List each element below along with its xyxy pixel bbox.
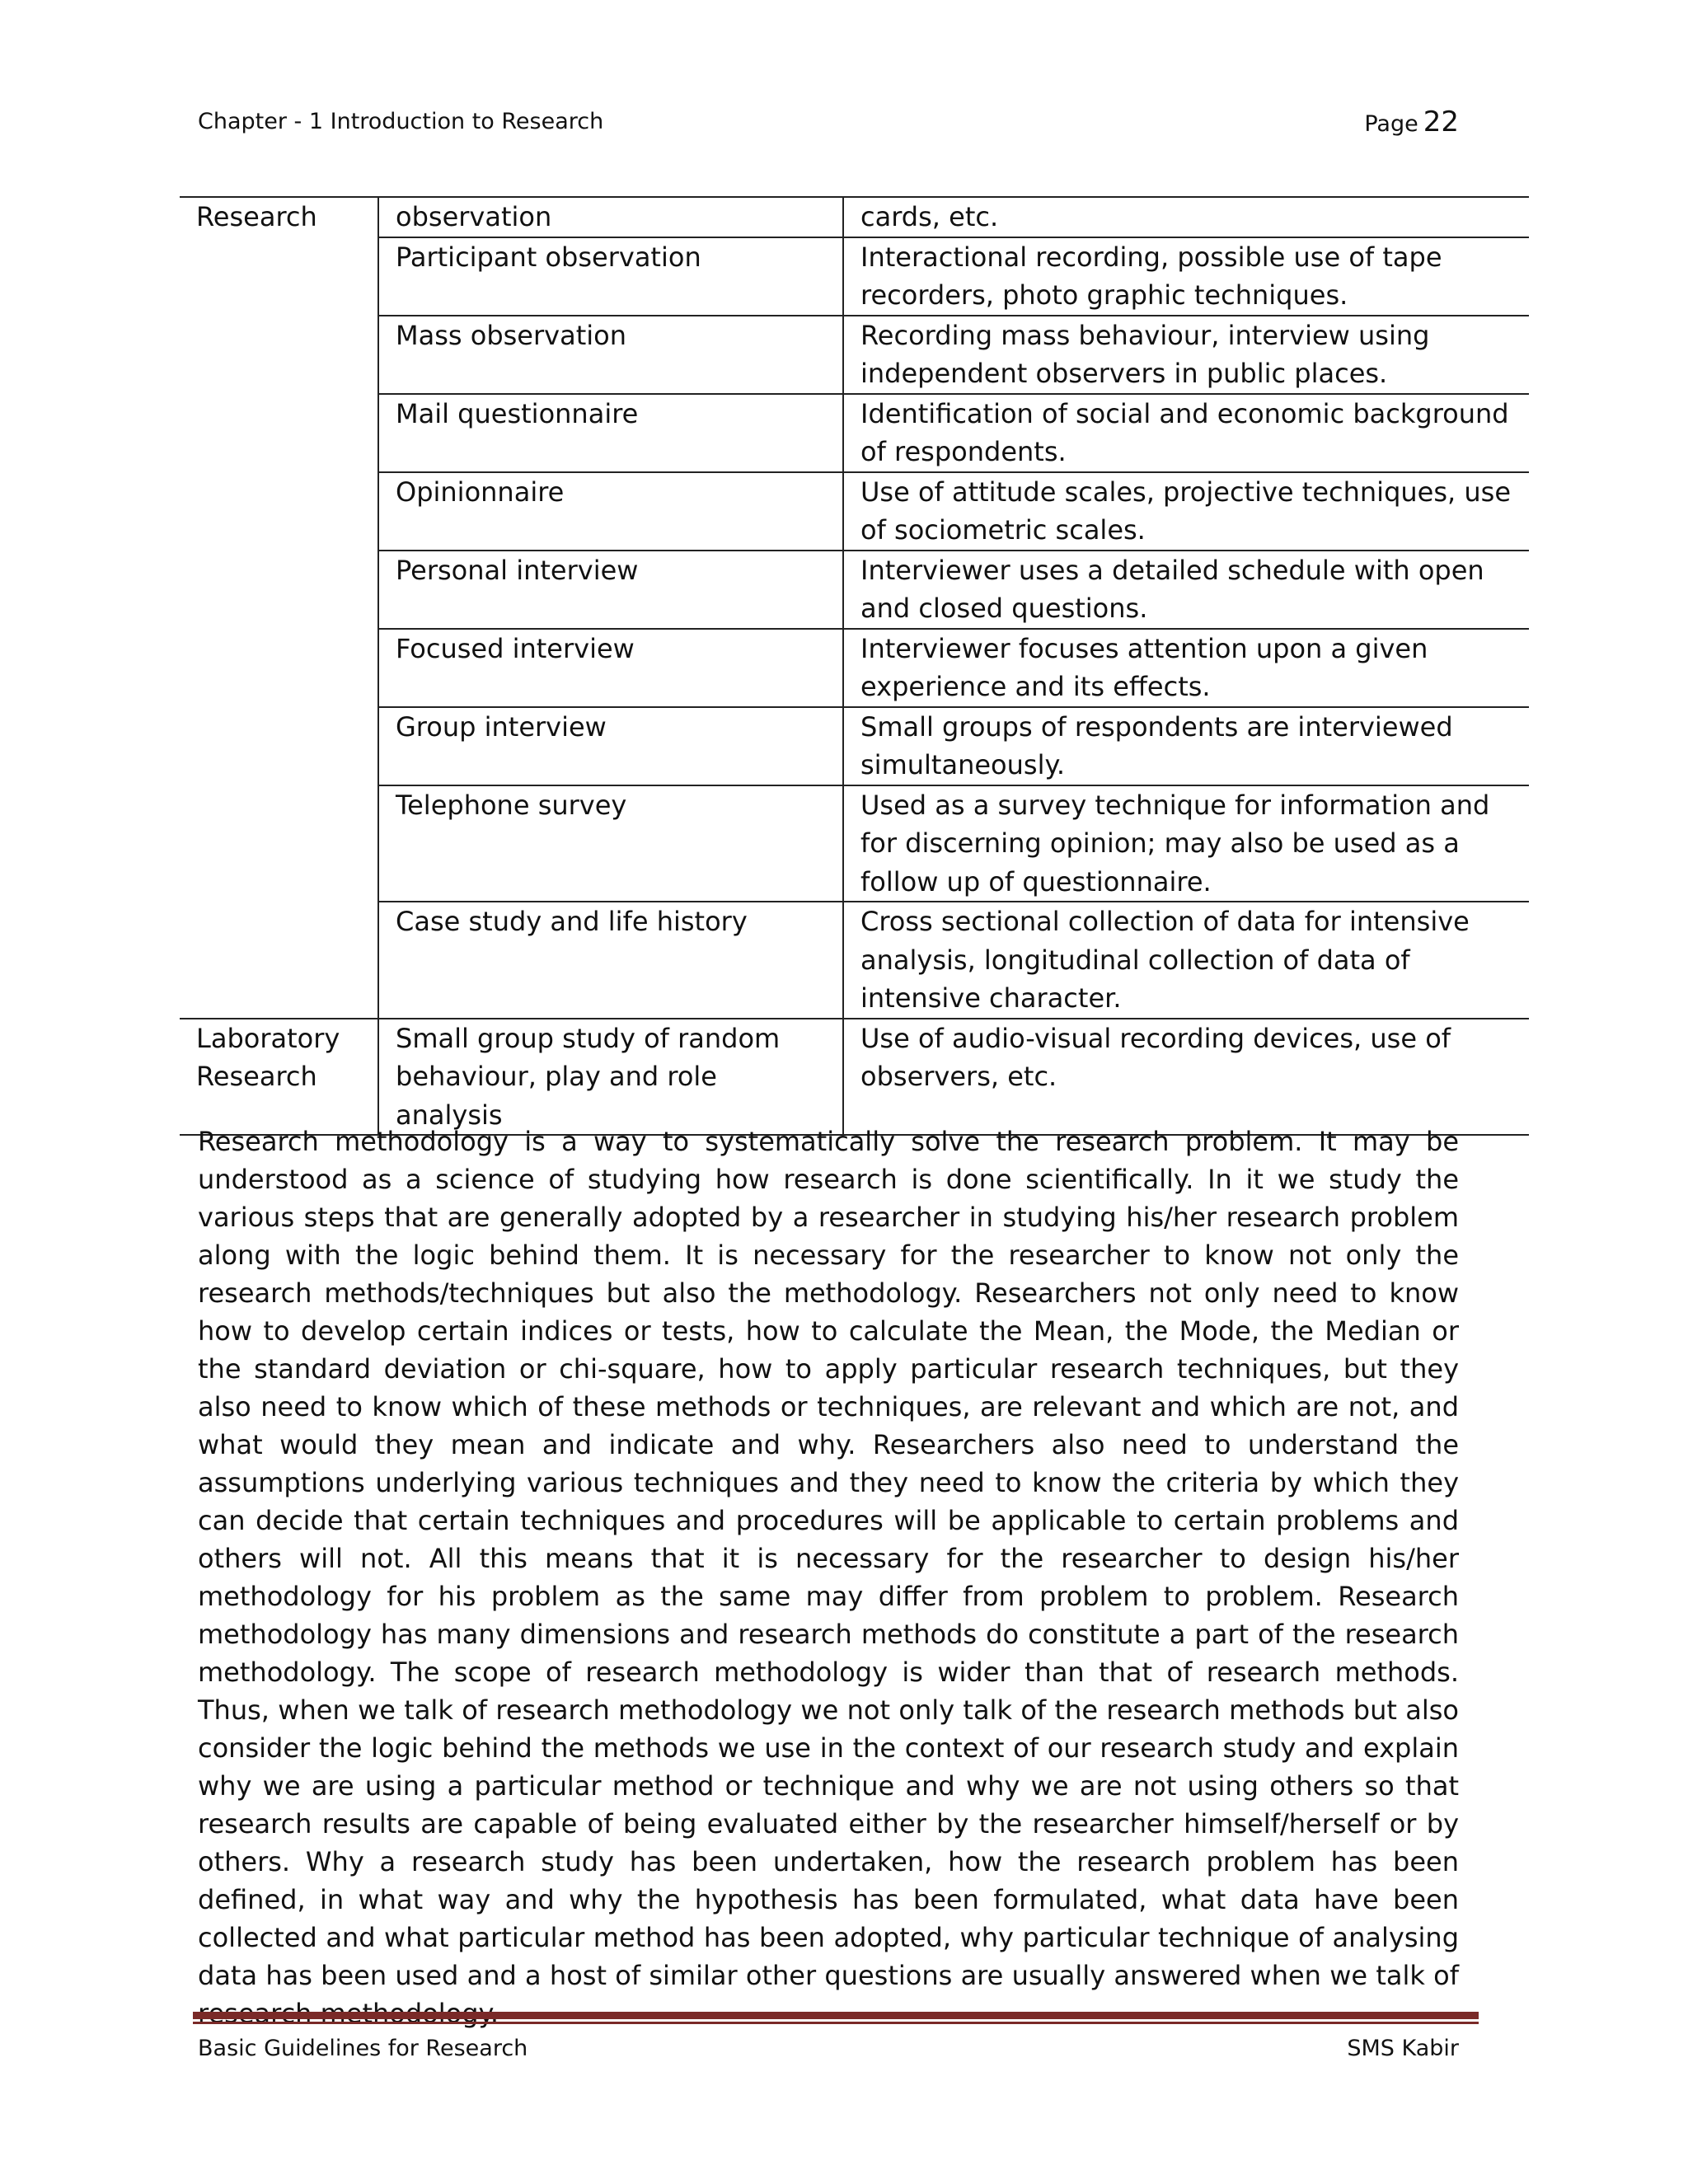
author-name: SMS Kabir — [1347, 2036, 1459, 2061]
method-cell: Opinionnaire — [378, 472, 843, 551]
procedure-cell: Recording mass behaviour, interview using independent observers in public places. — [843, 316, 1529, 394]
table-row — [180, 197, 1529, 237]
category-cell — [180, 472, 378, 551]
procedure-cell: Identification of social and economic background of respondents. — [843, 394, 1529, 472]
category-cell: Laboratory Research — [180, 1019, 378, 1136]
category-cell — [180, 316, 378, 394]
table-row — [180, 785, 1529, 902]
footer-rule-thin — [193, 2022, 1479, 2024]
method-cell: Case study and life history — [378, 902, 843, 1019]
chapter-title: Chapter - 1 Introduction to Research — [198, 109, 604, 134]
method-cell: Mail questionnaire — [378, 394, 843, 472]
procedure-cell: Cross sectional collection of data for intensive analysis, longitudinal collection of data of intensive character. — [843, 902, 1529, 1019]
table-row — [180, 472, 1529, 551]
table-row — [180, 629, 1529, 707]
category-cell — [180, 629, 378, 707]
research-methods-table — [180, 196, 1529, 1136]
page-footer — [198, 2036, 1459, 2069]
category-cell — [180, 237, 378, 316]
method-cell: Telephone survey — [378, 785, 843, 902]
category-cell: Research — [180, 197, 378, 237]
table-row — [180, 237, 1529, 316]
method-cell: Focused interview — [378, 629, 843, 707]
procedure-cell: Interactional recording, possible use of tape recorders, photo graphic techniques. — [843, 237, 1529, 316]
procedure-cell: Interviewer focuses attention upon a given experience and its effects. — [843, 629, 1529, 707]
table-row — [180, 316, 1529, 394]
footer-rule — [193, 2012, 1479, 2019]
method-cell: Mass observation — [378, 316, 843, 394]
category-cell — [180, 394, 378, 472]
procedure-cell: Use of audio-visual recording devices, use of observers, etc. — [843, 1019, 1529, 1136]
procedure-cell: Small groups of respondents are interviewed simultaneously. — [843, 707, 1529, 785]
procedure-cell: Use of attitude scales, projective techniques, use of sociometric scales. — [843, 472, 1529, 551]
page-indicator — [1364, 105, 1459, 138]
table-row — [180, 902, 1529, 1019]
book-title: Basic Guidelines for Research — [198, 2036, 528, 2061]
category-cell — [180, 707, 378, 785]
method-cell: Group interview — [378, 707, 843, 785]
method-cell: Personal interview — [378, 551, 843, 629]
category-cell — [180, 785, 378, 902]
category-cell — [180, 551, 378, 629]
table-row — [180, 394, 1529, 472]
method-cell: Participant observation — [378, 237, 843, 316]
procedure-cell: Used as a survey technique for information and for discerning opinion; may also be used as a follow up of questionnaire. — [843, 785, 1529, 902]
procedure-cell: cards, etc. — [843, 197, 1529, 237]
table-row — [180, 707, 1529, 785]
method-cell: Small group study of random behaviour, play and role analysis — [378, 1019, 843, 1136]
table-row — [180, 1019, 1529, 1136]
page-number: 22 — [1423, 105, 1459, 138]
page-label: Page — [1364, 111, 1418, 137]
method-cell: observation — [378, 197, 843, 237]
page-header — [198, 105, 1459, 142]
procedure-cell: Interviewer uses a detailed schedule with open and closed questions. — [843, 551, 1529, 629]
category-cell — [180, 902, 378, 1019]
table-row — [180, 551, 1529, 629]
body-paragraph: Research methodology is a way to systematically solve the research problem. It may be understood as a science of studying how research is done scientifically. In it we study the various steps that are generally adopted by a researcher in studying his/her research problem along with the logic behind them. It is necessary for the researcher to know not only the research methods/techniques but also the methodology. Researchers not only need to know how to develop certain indices or tests, how to calculate the Mean, the Mode, the Median or the standard deviation or chi-square, how to apply particular research techniques, but they also need to know which of these methods or techniques, are relevant and which are not, and what would they mean and indicate and why. Researchers also need to understand the assumptions underlying various techniques and they need to know the criteria by which they can decide that certain techniques and procedures will be applicable to certain problems and others will not. All this means that it is necessary for the researcher to design his/her methodology for his problem as the same may differ from problem to problem. Research methodology has many dimensions and research methods do constitute a part of the research methodology. The scope of research methodology is wider than that of research methods. Thus, when we talk of research methodology we not only talk of the research methods but also consider the logic behind the methods we use in the context of our research study and explain why we are using a particular method or technique and why we are not using others so that research results are capable of being evaluated either by the researcher himself/herself or by others. Why a research study has been undertaken, how the research problem has been defined, in what way and why the hypothesis has been formulated, what data have been collected and what particular method has been adopted, why particular technique of analysing data has been used and a host of similar other questions are usually answered when we talk of — [198, 1126, 1459, 1991]
